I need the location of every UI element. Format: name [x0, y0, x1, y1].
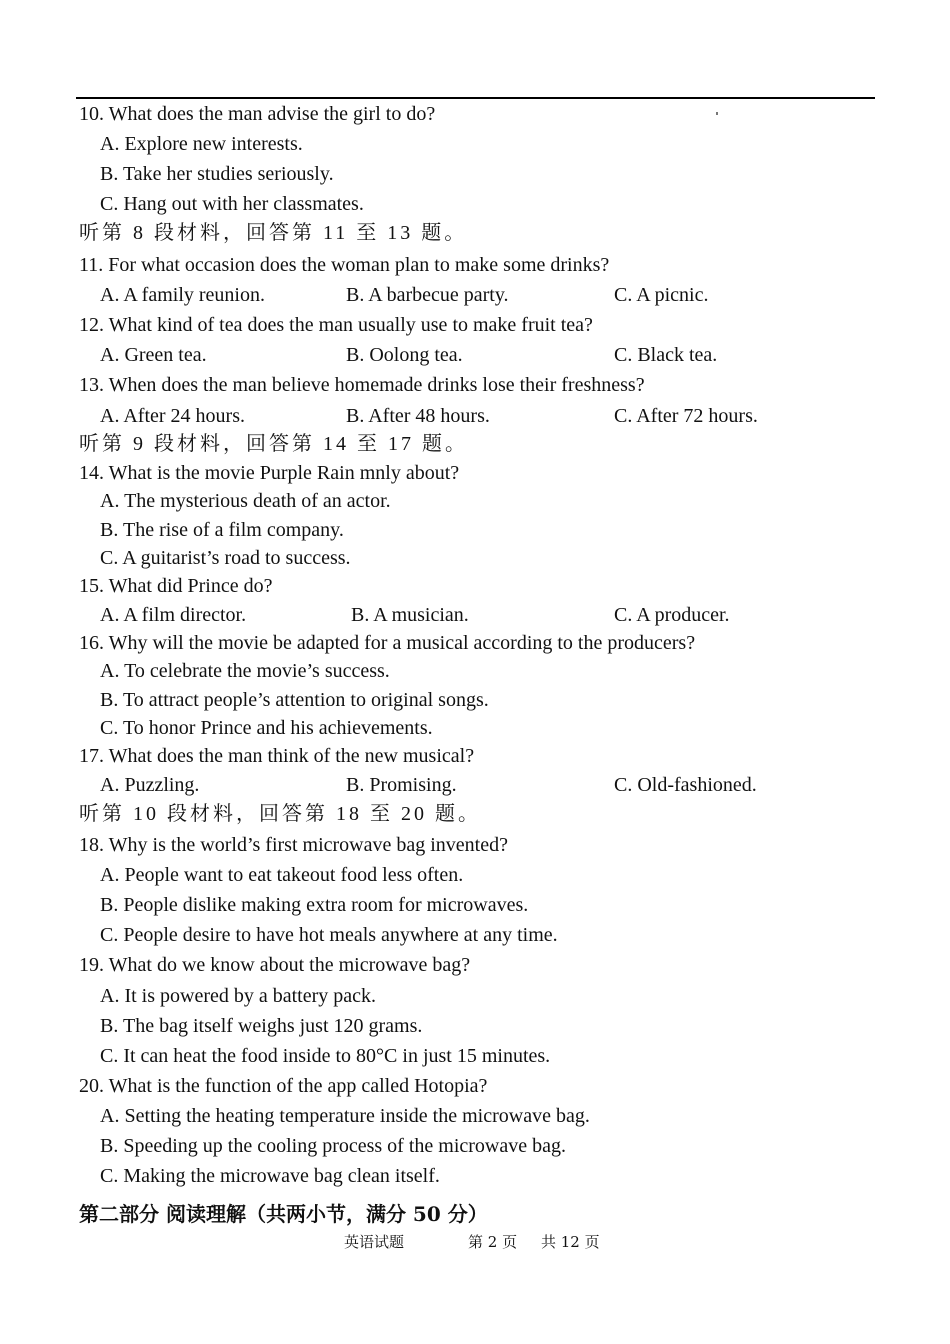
question-11-option-c: C. A picnic.: [614, 284, 709, 306]
footer-page-number: 第 2 页: [468, 1233, 518, 1251]
question-17-stem: 17. What does the man think of the new musical?: [79, 745, 475, 767]
question-13-option-a: A. After 24 hours.: [100, 405, 245, 427]
question-13-option-c: C. After 72 hours.: [614, 405, 758, 427]
question-12-stem: 12. What kind of tea does the man usually use to make fruit tea?: [79, 314, 593, 336]
question-15-option-b: B. A musician.: [351, 604, 469, 626]
question-17-option-c: C. Old-fashioned.: [614, 774, 757, 796]
question-18-option-b: B. People dislike making extra room for microwaves.: [100, 894, 529, 916]
footer-total-pages: 共 12 页: [541, 1233, 600, 1251]
question-12-option-c: C. Black tea.: [614, 344, 718, 366]
question-18-option-a: A. People want to eat takeout food less often.: [100, 864, 464, 886]
question-16-stem: 16. Why will the movie be adapted for a musical according to the producers?: [79, 632, 696, 654]
question-10-stem: 10. What does the man advise the girl to do?: [79, 103, 436, 125]
question-12-option-b: B. Oolong tea.: [346, 344, 463, 366]
question-17-option-a: A. Puzzling.: [100, 774, 200, 796]
section-10-instruction: 听第 10 段材料，回答第 18 至 20 题。: [79, 803, 481, 825]
header-rule: [76, 97, 875, 99]
part-2-heading: 第二部分 阅读理解（共两小节，满分 50 分）: [79, 1202, 488, 1226]
question-19-stem: 19. What do we know about the microwave bag?: [79, 954, 471, 976]
question-14-option-b: B. The rise of a film company.: [100, 519, 344, 541]
question-16-option-a: A. To celebrate the movie’s success.: [100, 660, 390, 682]
question-14-stem: 14. What is the movie Purple Rain mnly about?: [79, 462, 460, 484]
question-20-option-c: C. Making the microwave bag clean itself.: [100, 1165, 440, 1187]
question-12-option-a: A. Green tea.: [100, 344, 207, 366]
question-18-option-c: C. People desire to have hot meals anywhere at any time.: [100, 924, 558, 946]
question-14-option-c: C. A guitarist’s road to success.: [100, 547, 351, 569]
question-16-option-c: C. To honor Prince and his achievements.: [100, 717, 433, 739]
question-19-option-c: C. It can heat the food inside to 80°C in just 15 minutes.: [100, 1045, 551, 1067]
question-19-option-b: B. The bag itself weighs just 120 grams.: [100, 1015, 423, 1037]
section-9-instruction: 听第 9 段材料，回答第 14 至 17 题。: [79, 433, 468, 455]
footer-subject: 英语试题: [344, 1233, 405, 1251]
question-13-stem: 13. When does the man believe homemade drinks lose their freshness?: [79, 374, 645, 396]
stray-mark: [716, 112, 718, 115]
question-15-stem: 15. What did Prince do?: [79, 575, 273, 597]
question-17-option-b: B. Promising.: [346, 774, 457, 796]
question-19-option-a: A. It is powered by a battery pack.: [100, 985, 377, 1007]
question-11-option-a: A. A family reunion.: [100, 284, 265, 306]
question-16-option-b: B. To attract people’s attention to original songs.: [100, 689, 489, 711]
question-10-option-b: B. Take her studies seriously.: [100, 163, 334, 185]
question-15-option-a: A. A film director.: [100, 604, 247, 626]
question-14-option-a: A. The mysterious death of an actor.: [100, 490, 391, 512]
question-18-stem: 18. Why is the world’s first microwave bag invented?: [79, 834, 508, 856]
question-20-option-a: A. Setting the heating temperature inside the microwave bag.: [100, 1105, 590, 1127]
question-10-option-c: C. Hang out with her classmates.: [100, 193, 364, 215]
question-20-stem: 20. What is the function of the app called Hotopia?: [79, 1075, 488, 1097]
question-11-stem: 11. For what occasion does the woman plan to make some drinks?: [79, 254, 610, 276]
question-15-option-c: C. A producer.: [614, 604, 730, 626]
question-20-option-b: B. Speeding up the cooling process of the microwave bag.: [100, 1135, 566, 1157]
question-11-option-b: B. A barbecue party.: [346, 284, 509, 306]
section-8-instruction: 听第 8 段材料，回答第 11 至 13 题。: [79, 222, 468, 244]
question-13-option-b: B. After 48 hours.: [346, 405, 490, 427]
question-10-option-a: A. Explore new interests.: [100, 133, 303, 155]
